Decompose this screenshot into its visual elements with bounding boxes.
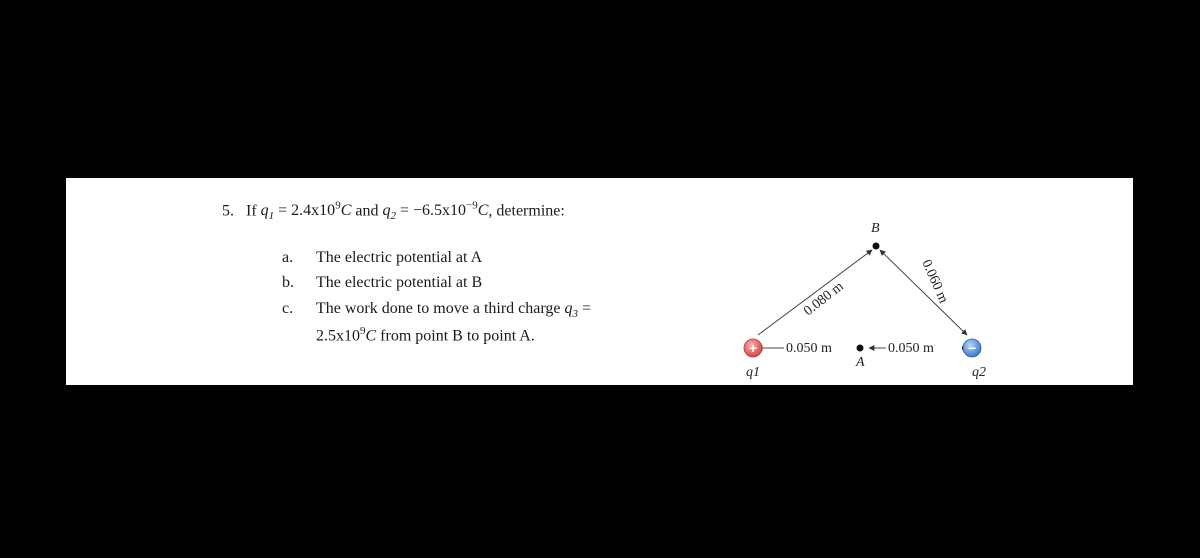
q2-label: q2: [972, 365, 986, 380]
point-B-dot: [873, 243, 880, 250]
charge-diagram: [66, 178, 1133, 385]
q2-symbol: $q_2$: [382, 202, 396, 223]
item-a-text: The electric potential at A: [316, 249, 483, 266]
dist-q1-B-label: 0.080 m: [801, 279, 847, 320]
problem-sheet: [66, 178, 1133, 385]
q1-to-B-dimension-line: [758, 250, 872, 335]
q1-symbol: $q_1$: [260, 202, 275, 223]
item-b-text: The electric potential at B: [316, 274, 483, 291]
point-A-label: A: [856, 355, 865, 370]
q1-value: = $2.4x10^9C$: [274, 200, 352, 220]
dist-q1-A-label: 0.050 m: [786, 341, 832, 356]
item-c-marker: c.: [282, 300, 294, 317]
dist-B-q2-label: 0.060 m: [918, 257, 951, 306]
item-b-marker: b.: [282, 274, 294, 291]
and-text: and: [351, 202, 383, 220]
tail-text: , determine:: [488, 202, 565, 220]
problem-number: 5.: [222, 202, 234, 220]
q3-symbol: $q_3$: [564, 300, 579, 321]
q2-value: = $-6.5x10^{-9}C$: [395, 200, 489, 220]
item-c-line2: $2.5x10^9C$ from point B to point A.: [316, 325, 535, 345]
point-B-label: B: [871, 221, 880, 236]
plus-sign-icon: +: [749, 340, 758, 356]
minus-sign-icon: −: [968, 340, 977, 356]
item-a-marker: a.: [282, 249, 294, 266]
point-A-dot: [857, 345, 864, 352]
dist-A-q2-label: 0.050 m: [888, 341, 934, 356]
item-c-text: The work done to move a third charge $q_3$ =: [316, 300, 592, 321]
intro-if: If: [246, 202, 257, 220]
q1-label: q1: [746, 365, 760, 380]
